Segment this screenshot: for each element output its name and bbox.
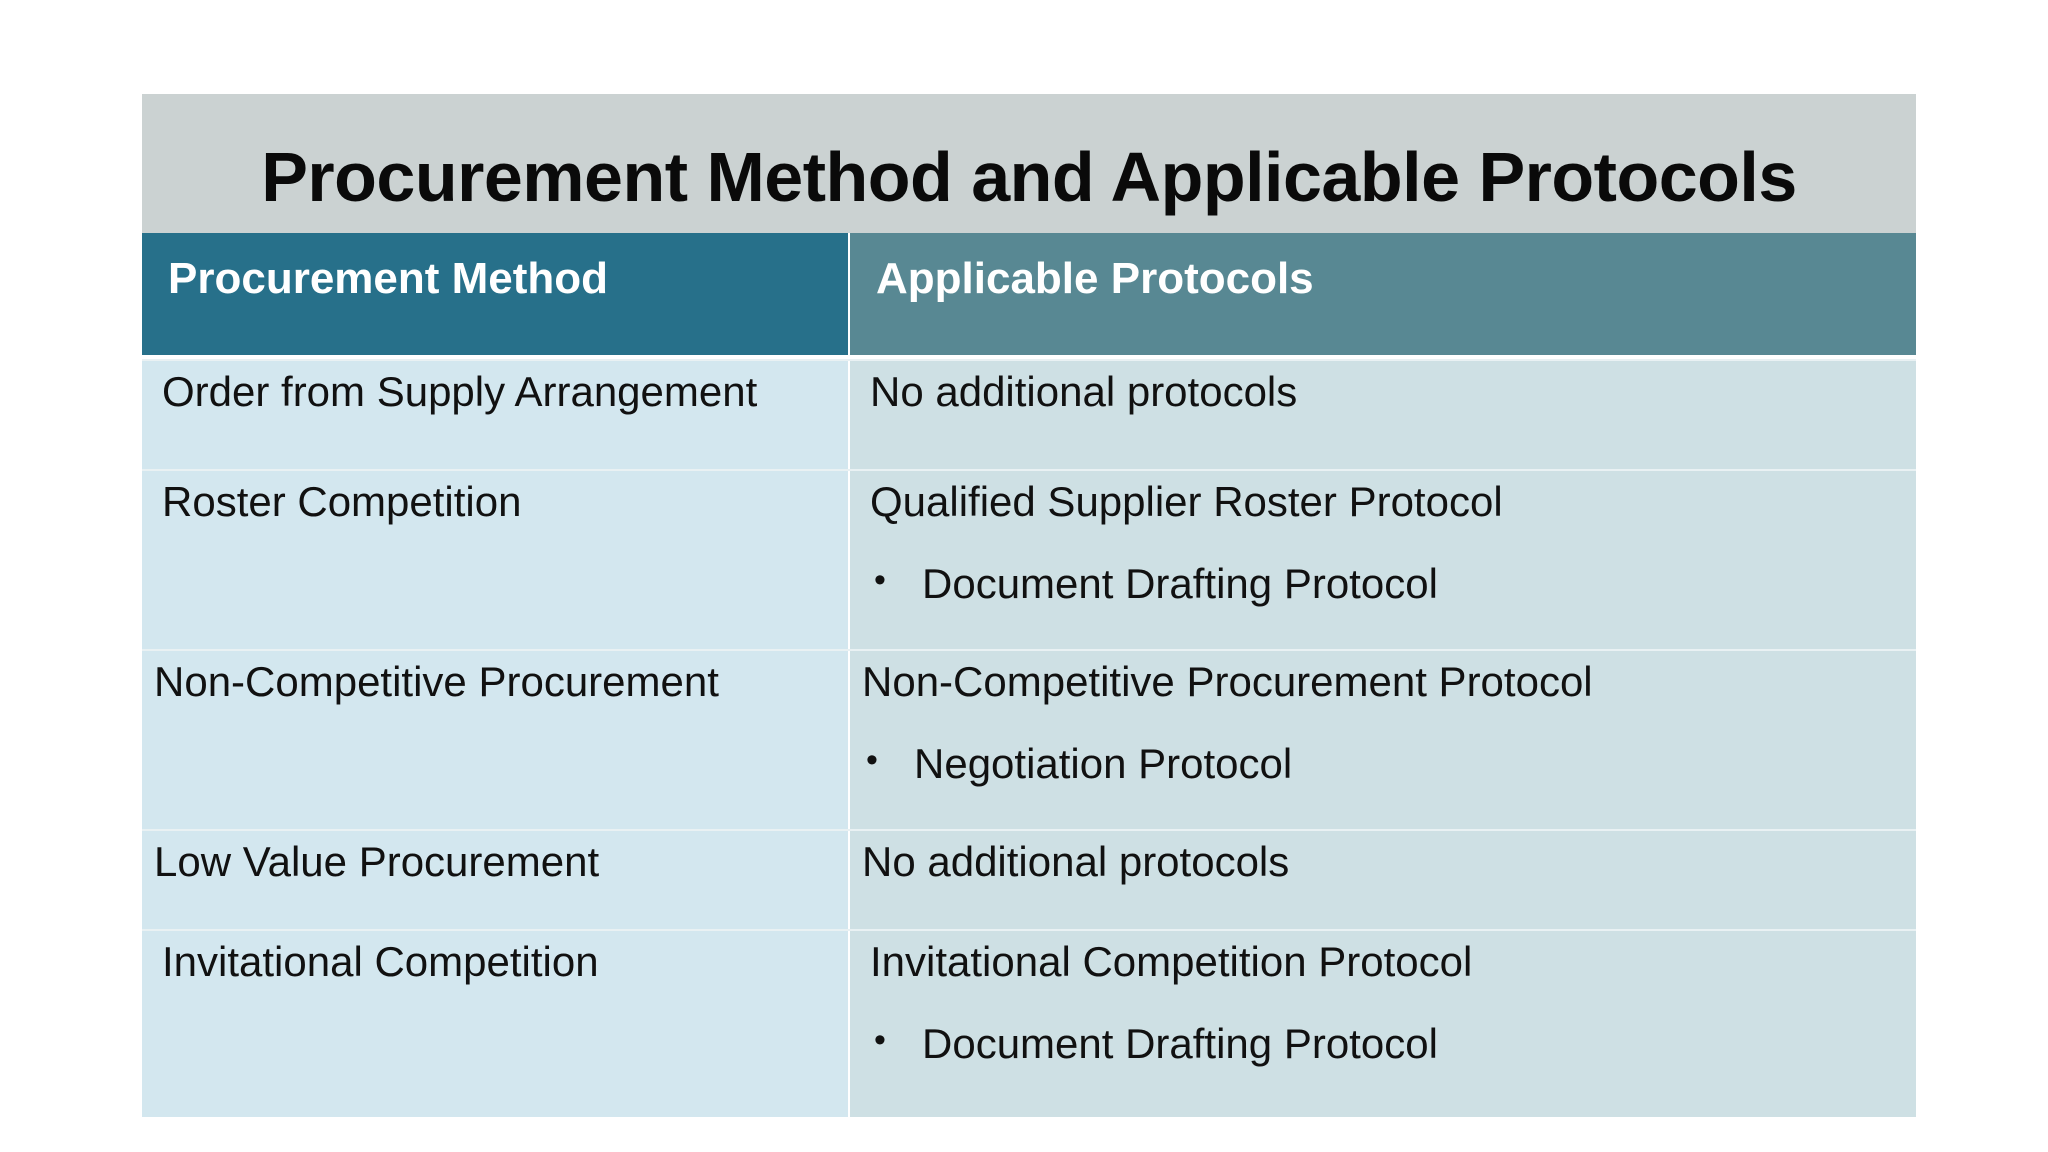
method-label: Order from Supply Arrangement	[162, 368, 758, 415]
protocol-cell	[850, 931, 1916, 1117]
title-bar	[142, 94, 1916, 233]
method-label: Roster Competition	[162, 478, 522, 525]
bullet-icon: •	[874, 561, 886, 599]
table-row	[142, 929, 1916, 1117]
method-cell	[142, 471, 848, 649]
method-cell	[142, 831, 848, 929]
bullet-icon: •	[866, 741, 878, 779]
header-cell-protocols	[850, 233, 1916, 355]
table-row	[142, 829, 1916, 929]
protocol-label: Qualified Supplier Roster Protocol	[870, 478, 1503, 525]
protocol-label: Non-Competitive Procurement Protocol	[862, 658, 1593, 705]
method-cell	[142, 931, 848, 1117]
method-label: Low Value Procurement	[154, 838, 600, 885]
table-row	[142, 649, 1916, 829]
bullet-text: Document Drafting Protocol	[922, 560, 1438, 607]
method-label: Non-Competitive Procurement	[154, 658, 719, 705]
bullet-text: Document Drafting Protocol	[922, 1020, 1438, 1067]
protocol-cell	[850, 651, 1916, 829]
protocol-cell	[850, 831, 1916, 929]
protocol-label: Invitational Competition Protocol	[870, 938, 1473, 985]
protocol-label: No additional protocols	[870, 368, 1298, 415]
header-cell-method	[142, 233, 848, 355]
bullet-text: Negotiation Protocol	[914, 740, 1293, 787]
protocol-label: No additional protocols	[862, 838, 1290, 885]
table-row	[142, 469, 1916, 649]
page-title: Procurement Method and Applicable Protocols	[261, 138, 1797, 216]
method-cell	[142, 361, 848, 469]
bullet-icon: •	[874, 1021, 886, 1059]
method-cell	[142, 651, 848, 829]
table-row	[142, 359, 1916, 469]
protocol-cell	[850, 361, 1916, 469]
header-label-protocols: Applicable Protocols	[876, 254, 1314, 303]
table-header-row	[142, 233, 1916, 355]
header-label-method: Procurement Method	[168, 254, 609, 303]
method-label: Invitational Competition	[162, 938, 599, 985]
protocol-cell	[850, 471, 1916, 649]
